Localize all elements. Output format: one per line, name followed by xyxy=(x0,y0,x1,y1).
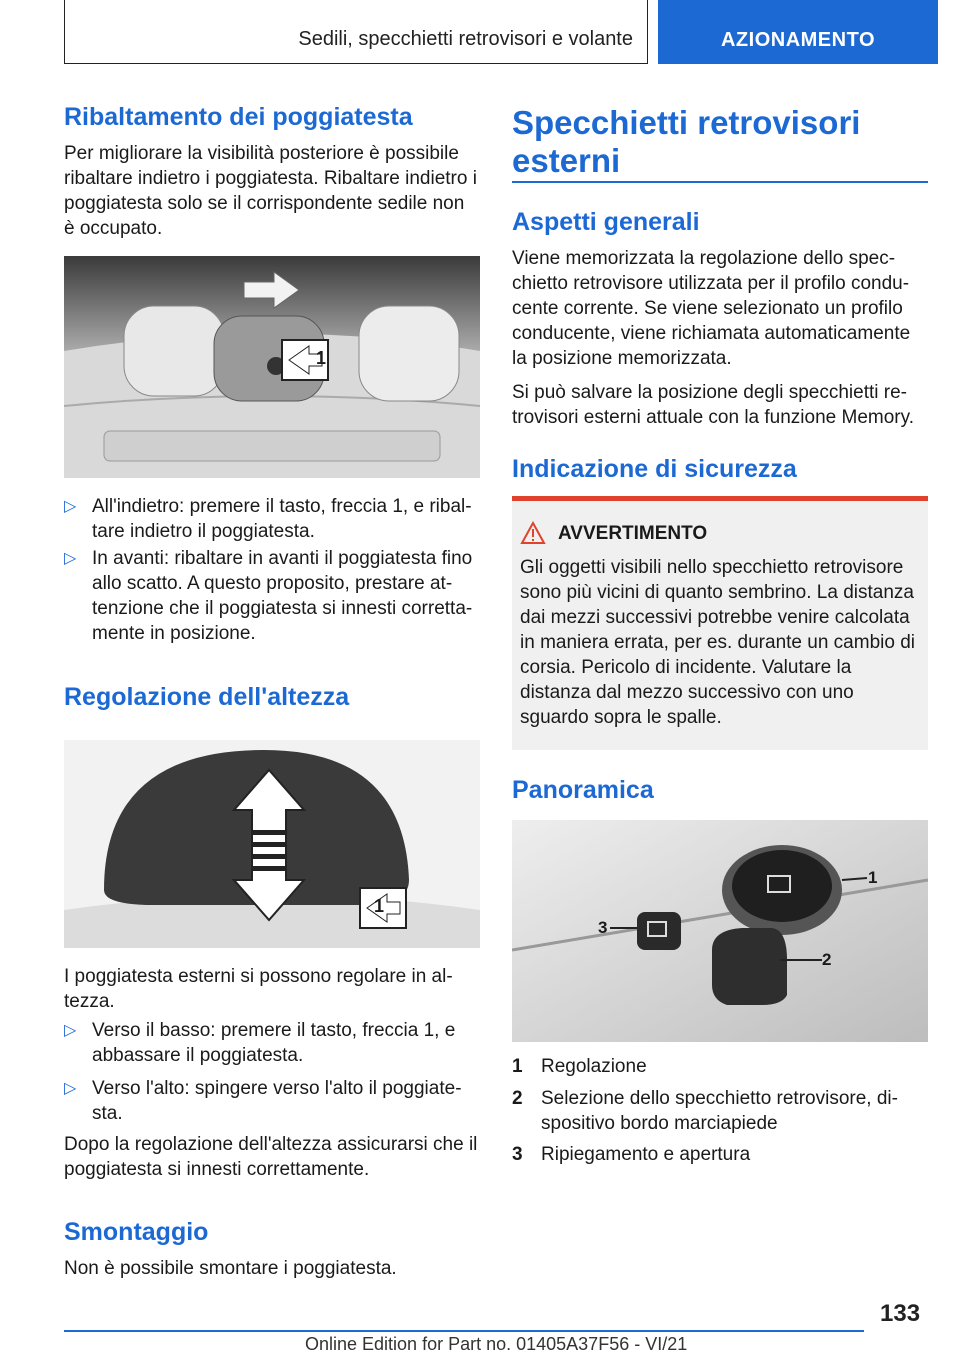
heading-exterior-mirrors: Specchietti retrovisori esterni xyxy=(512,104,861,179)
warning-text: Gli oggetti visibili nello specchietto retrovisore sono più vicini di quanto sembrino. La distanza dai mezzi successivi potrebbe venire calcolata in maniera errata, per es. durante un cambio di corsia. Pericolo di incidente. Valutare la distanza dal mezzo successivo con uno sguardo sopra le spalle. xyxy=(520,557,915,728)
rear-seat-headrest-image xyxy=(64,256,480,478)
heading-height-adjust: Regolazione dell'altezza xyxy=(64,683,350,711)
image-callout-1: 1 xyxy=(374,896,385,916)
legend-item: 2 Selezione dello specchietto retrovisore, dispositivo bordo marciapiede xyxy=(512,1088,898,1134)
list-item: ▷ Verso l'alto: spingere verso l'alto il poggiatesta. xyxy=(64,1078,462,1124)
page-number: 133 xyxy=(880,1300,921,1327)
section-title: AZIONAMENTO xyxy=(720,29,875,51)
heading-removal: Smontaggio xyxy=(64,1218,209,1246)
warning-title: AVVERTIMENTO xyxy=(558,523,708,544)
edition-text: Online Edition for Part no. 01405A37F56 - VI/21 xyxy=(305,1334,688,1354)
warning-triangle-icon xyxy=(520,521,550,547)
footer-divider xyxy=(64,1330,864,1332)
mirror-controls-image xyxy=(512,820,928,1042)
section-tab[interactable] xyxy=(658,0,938,64)
tilt-intro-text: Per migliorare la visibilità posteriore è possibile ribaltare indietro i poggiatesta. Ribaltare indietro i poggiatesta solo se il corrispondente sedile non è occupato. xyxy=(64,143,477,239)
legend-item: 3 Ripiegamento e apertura xyxy=(512,1144,751,1165)
memory-text: Si può salvare la posizione degli specchietti retrovisori esterni attuale con la funzione Memory. xyxy=(512,382,914,428)
image-callout-2: 2 xyxy=(822,950,832,969)
height-intro-text: I poggiatesta esterni si possono regolare in altezza. xyxy=(64,966,453,1012)
image-callout-3: 3 xyxy=(598,918,608,937)
triangle-bullet-icon: ▷ xyxy=(64,1080,77,1097)
heading-tilt-headrest: Ribaltamento dei poggiatesta xyxy=(64,103,413,131)
chapter-title: Sedili, specchietti retrovisori e volante xyxy=(298,28,633,50)
headrest-height-image xyxy=(64,740,480,948)
image-callout-1: 1 xyxy=(868,868,878,887)
height-after-text: Dopo la regolazione dell'altezza assicurarsi che il poggiatesta si innesti correttamente. xyxy=(64,1134,478,1180)
warning-box xyxy=(512,496,928,750)
removal-text: Non è possibile smontare i poggiatesta. xyxy=(64,1258,397,1279)
list-item: ▷ Verso il basso: premere il tasto, freccia 1, e abbassare il poggiatesta. xyxy=(64,1020,456,1066)
legend-item: 1 Regolazione xyxy=(512,1056,647,1077)
triangle-bullet-icon: ▷ xyxy=(64,498,77,515)
heading-safety: Indicazione di sicurezza xyxy=(512,455,797,483)
chapter-header xyxy=(64,0,648,64)
triangle-bullet-icon: ▷ xyxy=(64,550,77,567)
general-text: Viene memorizzata la regolazione dello specchietto retrovisore utilizzata per il profilo conducente corrente. Se viene selezionato un profilo conducente, viene richiamata automaticamente la posizione memorizzata. xyxy=(512,248,911,369)
heading-overview: Panoramica xyxy=(512,776,654,804)
triangle-bullet-icon: ▷ xyxy=(64,1022,77,1039)
heading-divider xyxy=(512,181,928,183)
heading-general: Aspetti generali xyxy=(512,208,700,236)
list-item: ▷ In avanti: ribaltare in avanti il poggiatesta fino allo scatto. A questo proposito, prestare attenzione che il poggiatesta si innesti correttamente in posizione. xyxy=(64,548,473,644)
image-callout-1: 1 xyxy=(316,348,327,368)
list-item: ▷ All'indietro: premere il tasto, freccia 1, e ribaltare indietro il poggiatesta. xyxy=(64,496,472,542)
